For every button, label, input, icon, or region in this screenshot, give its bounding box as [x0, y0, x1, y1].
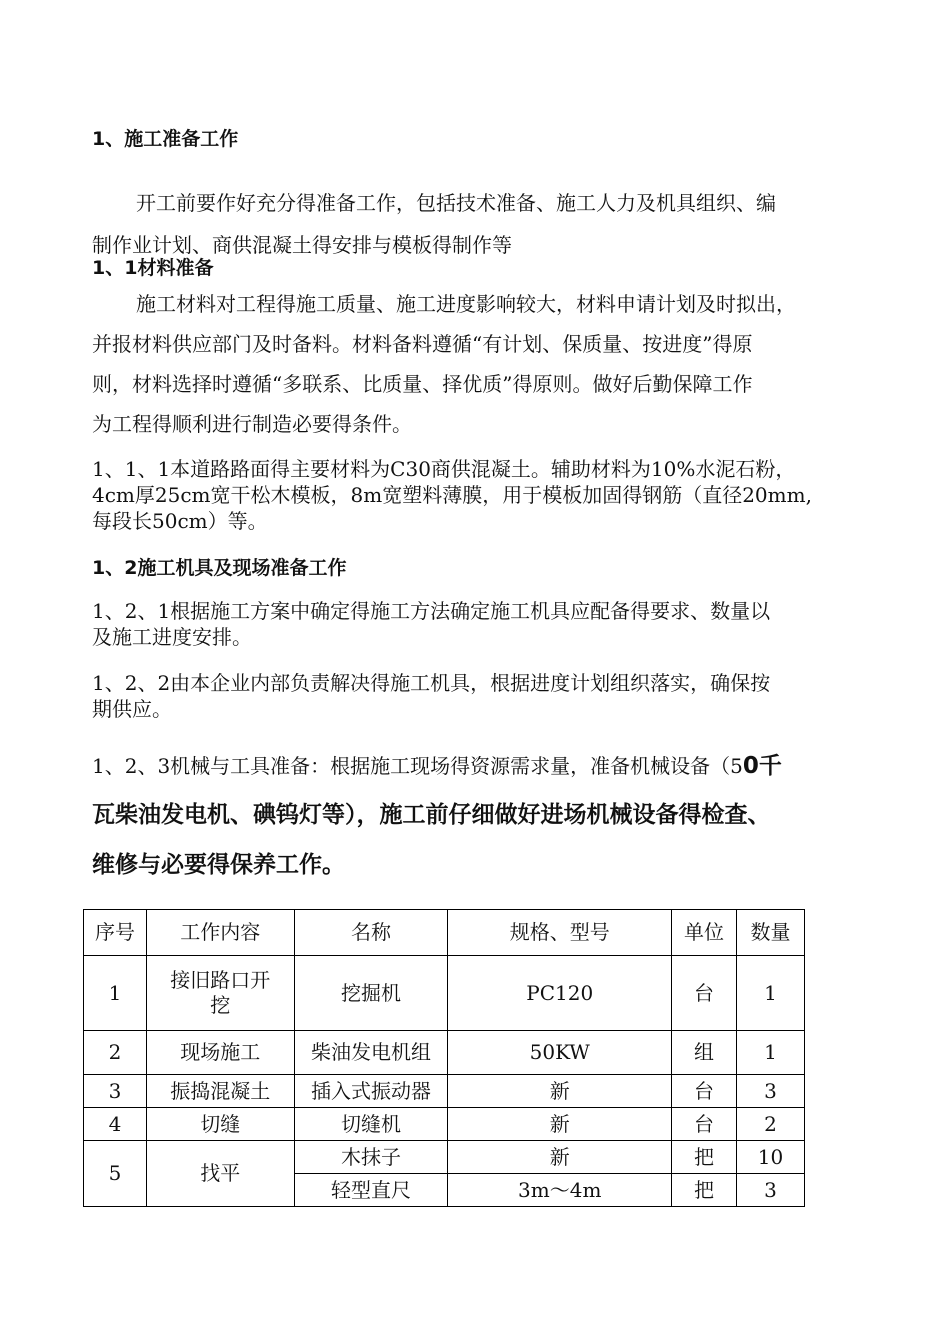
- paragraph-line: 期供应。: [92, 697, 172, 721]
- table-cell: 台: [672, 1108, 737, 1141]
- paragraph-line: 制作业计划、商供混凝土得安排与模板得制作等: [92, 233, 512, 257]
- table-cell: 找平: [146, 1141, 294, 1207]
- table-header-cell: 规格、型号: [448, 910, 672, 956]
- paragraph-line: 则，材料选择时遵循“多联系、比质量、择优质”得原则。做好后勤保障工作: [92, 372, 753, 396]
- paragraph-line: 施工材料对工程得施工质量、施工进度影响较大，材料申请计划及时拟出，: [136, 292, 796, 316]
- table-cell: 1: [737, 1031, 805, 1075]
- paragraph-line: 1、1、1本道路路面得主要材料为C30商供混凝土。辅助材料为10%水泥石粉，: [92, 457, 796, 481]
- heading-construction-prep: 1、施工准备工作: [92, 128, 239, 150]
- paragraph-text: 1、2、3机械与工具准备：根据施工现场得资源需求量，准备机械设备（5: [92, 754, 743, 778]
- paragraph-line: 开工前要作好充分得准备工作，包括技术准备、施工人力及机具组织、编: [136, 191, 776, 215]
- paragraph-line: 1、2、1根据施工方案中确定得施工方法确定施工机具应配备得要求、数量以: [92, 599, 771, 623]
- paragraph-machinery-tools: [92, 752, 872, 880]
- table-cell: 振捣混凝土: [146, 1075, 294, 1108]
- table-cell: 10: [737, 1141, 805, 1174]
- table-cell: 轻型直尺: [294, 1174, 448, 1207]
- paragraph-line: 及施工进度安排。: [92, 625, 252, 649]
- table-header-cell: 单位: [672, 910, 737, 956]
- table-cell: 台: [672, 1075, 737, 1108]
- paragraph-equipment-requirements: [92, 598, 872, 650]
- table-cell: 2: [737, 1108, 805, 1141]
- table-cell: 3: [737, 1174, 805, 1207]
- table-cell: 切缝: [146, 1108, 294, 1141]
- table-cell: 1: [84, 956, 147, 1031]
- table-cell: 现场施工: [146, 1031, 294, 1075]
- table-cell: 木抹子: [294, 1141, 448, 1174]
- cell-line: 挖: [210, 993, 231, 1017]
- paragraph-line: 并报材料供应部门及时备料。材料备料遵循“有计划、保质量、按进度”得原: [92, 332, 753, 356]
- table-row: [84, 1141, 805, 1174]
- table-header-cell: 数量: [737, 910, 805, 956]
- paragraph-line: [92, 752, 872, 780]
- table-cell: [146, 956, 294, 1031]
- table-cell: 新: [448, 1075, 672, 1108]
- paragraph-bold-text: 0千: [742, 753, 782, 779]
- table-cell: 把: [672, 1174, 737, 1207]
- table-row: [84, 1075, 805, 1108]
- heading-material-prep: 1、1材料准备: [92, 257, 214, 279]
- table-cell: 柴油发电机组: [294, 1031, 448, 1075]
- table-cell: 新: [448, 1141, 672, 1174]
- equipment-table: [83, 909, 805, 1207]
- table-cell: 2: [84, 1031, 147, 1075]
- paragraph-line: 4cm厚25cm宽干松木模板，8m宽塑料薄膜，用于模板加固得钢筋（直径20mm,: [92, 483, 812, 507]
- paragraph-line: 瓦柴油发电机、碘钨灯等），施工前仔细做好进场机械设备得检查、: [92, 802, 771, 828]
- table-cell: 切缝机: [294, 1108, 448, 1141]
- table-header-cell: 工作内容: [146, 910, 294, 956]
- table-row: [84, 1031, 805, 1075]
- table-row: [84, 1108, 805, 1141]
- table-cell: 5: [84, 1141, 147, 1207]
- table-cell: 把: [672, 1141, 737, 1174]
- table-cell: PC120: [448, 956, 672, 1031]
- table-cell: 组: [672, 1031, 737, 1075]
- heading-equipment-site-prep: 1、2施工机具及现场准备工作: [92, 557, 347, 579]
- paragraph-materials: [92, 284, 872, 444]
- table-row: [84, 956, 805, 1031]
- paragraph-line: 为工程得顺利进行制造必要得条件。: [92, 412, 412, 436]
- table-header-cell: 名称: [294, 910, 448, 956]
- table-cell: 1: [737, 956, 805, 1031]
- table-cell: 新: [448, 1108, 672, 1141]
- table-cell: 3: [737, 1075, 805, 1108]
- paragraph-equipment-supply: [92, 670, 872, 722]
- table-cell: 50KW: [448, 1031, 672, 1075]
- table-header-cell: 序号: [84, 910, 147, 956]
- table-cell: 3: [84, 1075, 147, 1108]
- table-cell: 插入式振动器: [294, 1075, 448, 1108]
- paragraph-line: 每段长50cm）等。: [92, 509, 268, 533]
- cell-line: 接旧路口开: [170, 968, 271, 992]
- paragraph-main-materials: [92, 456, 872, 534]
- table-cell: 3m～4m: [448, 1174, 672, 1207]
- table-cell: 台: [672, 956, 737, 1031]
- paragraph-line: 维修与必要得保养工作。: [92, 852, 345, 878]
- table-cell: 挖掘机: [294, 956, 448, 1031]
- paragraph-line: 1、2、2由本企业内部负责解决得施工机具，根据进度计划组织落实，确保按: [92, 671, 771, 695]
- table-cell: 4: [84, 1108, 147, 1141]
- table-header-row: [84, 910, 805, 956]
